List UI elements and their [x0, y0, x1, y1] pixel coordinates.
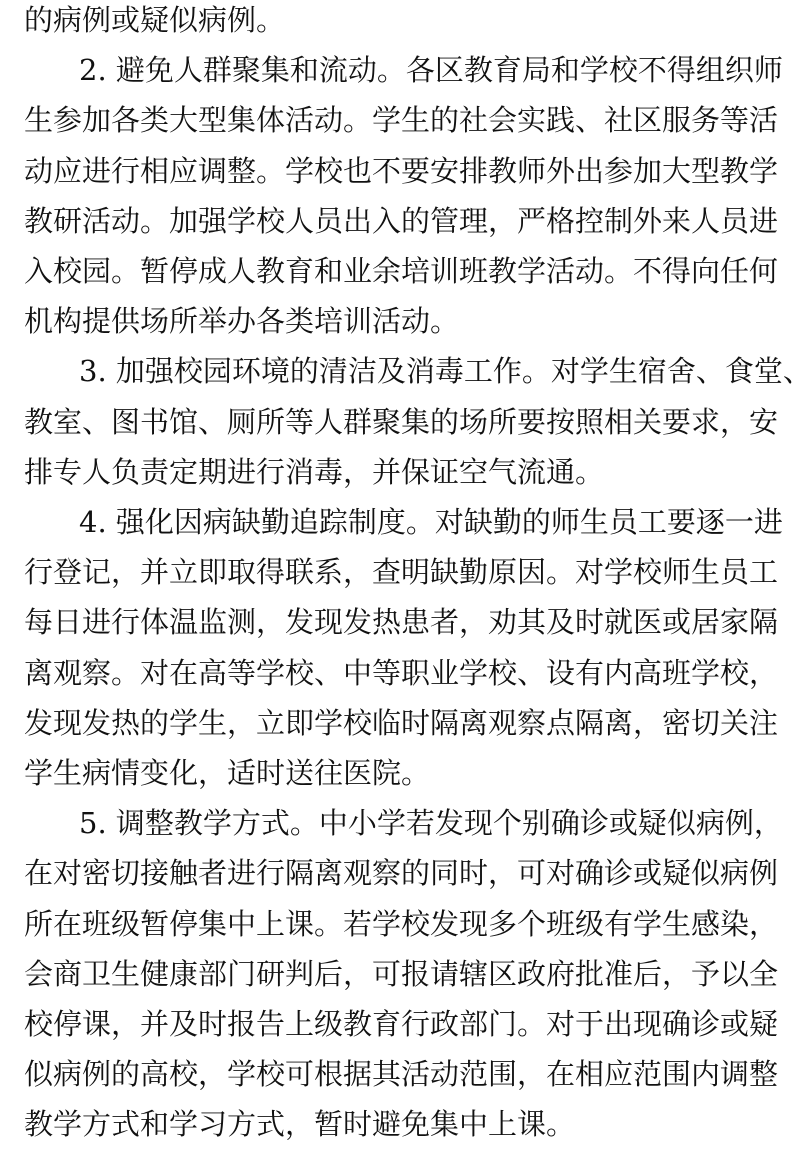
- text-line: 入校园。暂停成人教育和业余培训班教学活动。不得向任何: [24, 254, 779, 288]
- text-line: 似病例的高校，学校可根据其活动范围，在相应范围内调整: [24, 1057, 779, 1091]
- text-line: 的病例或疑似病例。: [24, 3, 286, 37]
- text-line: 排专人负责定期进行消毒，并保证空气流通。: [24, 455, 605, 489]
- text-line: 校停课，并及时报告上级教育行政部门。对于出现确诊或疑: [24, 1007, 779, 1041]
- text-line: 4. 强化因病缺勤追踪制度。对缺勤的师生员工要逐一进: [79, 505, 783, 539]
- text-line: 发现发热的学生，立即学校临时隔离观察点隔离，密切关注: [24, 706, 779, 740]
- text-line: 生参加各类大型集体活动。学生的社会实践、社区服务等活: [24, 103, 779, 137]
- text-line: 教室、图书馆、厕所等人群聚集的场所要按照相关要求，安: [24, 405, 779, 439]
- text-line: 离观察。对在高等学校、中等职业学校、设有内高班学校，: [24, 656, 779, 690]
- text-line: 教研活动。加强学校人员出入的管理，严格控制外来人员进: [24, 204, 779, 238]
- text-line: 教学方式和学习方式，暂时避免集中上课。: [24, 1107, 576, 1141]
- text-line: 每日进行体温监测，发现发热患者，劝其及时就医或居家隔: [24, 605, 779, 639]
- text-line: 5. 调整教学方式。中小学若发现个别确诊或疑似病例，: [79, 806, 783, 840]
- text-line: 会商卫生健康部门研判后，可报请辖区政府批准后，予以全: [24, 957, 779, 991]
- text-line: 动应进行相应调整。学校也不要安排教师外出参加大型教学: [24, 154, 779, 188]
- text-line: 行登记，并立即取得联系，查明缺勤原因。对学校师生员工: [24, 555, 779, 589]
- text-line: 所在班级暂停集中上课。若学校发现多个班级有学生感染，: [24, 907, 779, 941]
- text-line: 学生病情变化，适时送往医院。: [24, 756, 431, 790]
- text-line: 3. 加强校园环境的清洁及消毒工作。对学生宿舍、食堂、: [79, 354, 812, 388]
- text-line: 机构提供场所举办各类培训活动。: [24, 304, 460, 338]
- text-line: 在对密切接触者进行隔离观察的同时，可对确诊或疑似病例: [24, 856, 779, 890]
- text-line: 2. 避免人群聚集和流动。各区教育局和学校不得组织师: [79, 53, 783, 87]
